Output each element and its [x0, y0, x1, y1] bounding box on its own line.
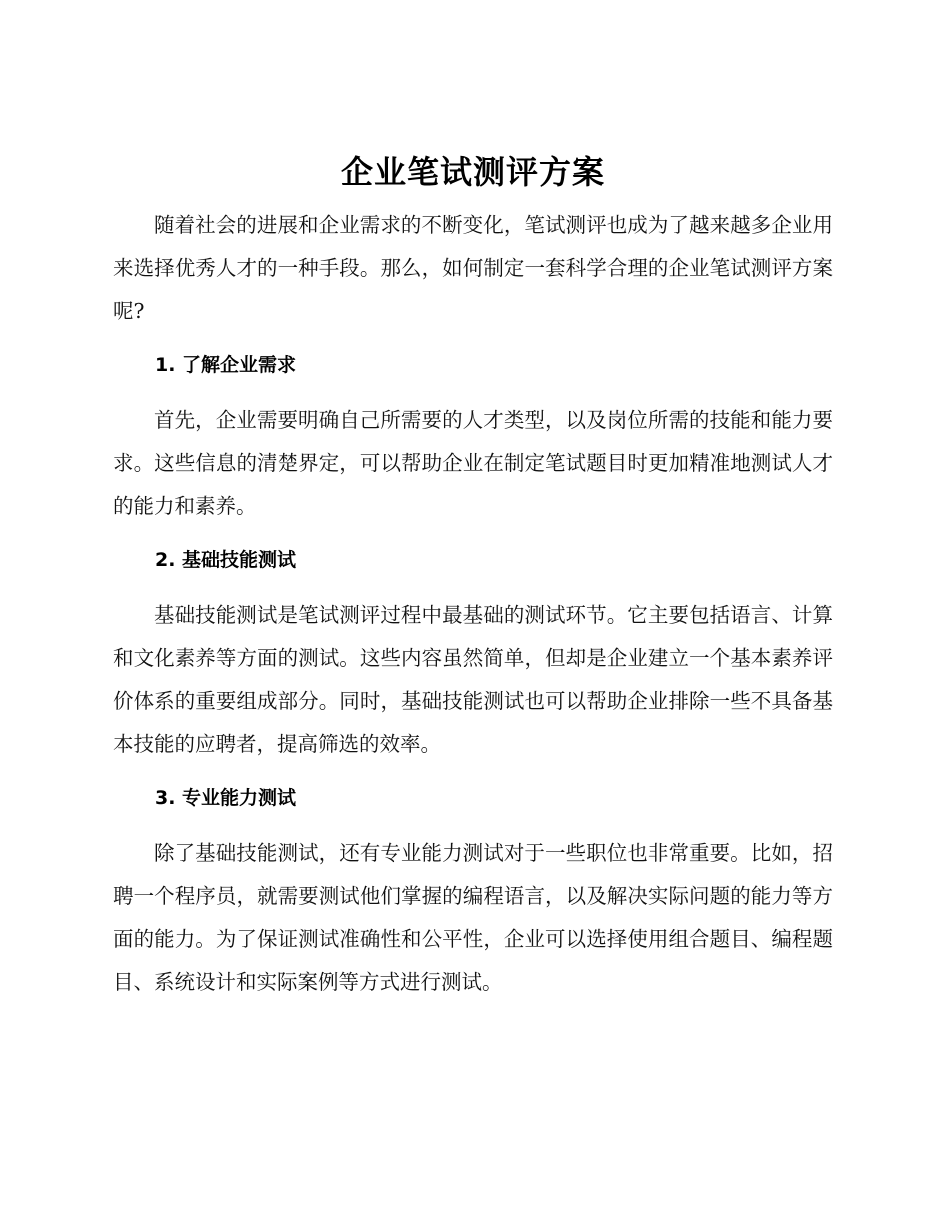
document-title: 企业笔试测评方案: [340, 153, 605, 191]
section-heading-professional-ability: 3. 专业能力测试: [155, 787, 297, 809]
document-content: [113, 148, 833, 1004]
section-body-professional-ability: 除了基础技能测试，还有专业能力测试对于一些职位也非常重要。比如，招聘一个程序员，就需要测试他们掌握的编程语言，以及解决实际问题的能力等方面的能力。为了保证测试准确性和公平性，企业可以选择使用组合题目、编程题目、系统设计和实际案例等方式进行测试。: [113, 841, 833, 994]
section-heading-requirements: 1. 了解企业需求: [155, 354, 297, 376]
section-body-requirements: 首先，企业需要明确自己所需要的人才类型，以及岗位所需的技能和能力要求。这些信息的清楚界定，可以帮助企业在制定笔试题目时更加精准地测试人才的能力和素养。: [113, 408, 833, 518]
section-heading-basic-skills: 2. 基础技能测试: [155, 549, 297, 571]
intro-paragraph: 随着社会的进展和企业需求的不断变化，笔试测评也成为了越来越多企业用来选择优秀人才的一种手段。那么，如何制定一套科学合理的企业笔试测评方案呢?: [113, 213, 833, 323]
section-body-basic-skills: 基础技能测试是笔试测评过程中最基础的测试环节。它主要包括语言、计算和文化素养等方面的测试。这些内容虽然简单，但却是企业建立一个基本素养评价体系的重要组成部分。同时，基础技能测试也可以帮助企业排除一些不具备基本技能的应聘者，提高筛选的效率。: [113, 603, 833, 756]
